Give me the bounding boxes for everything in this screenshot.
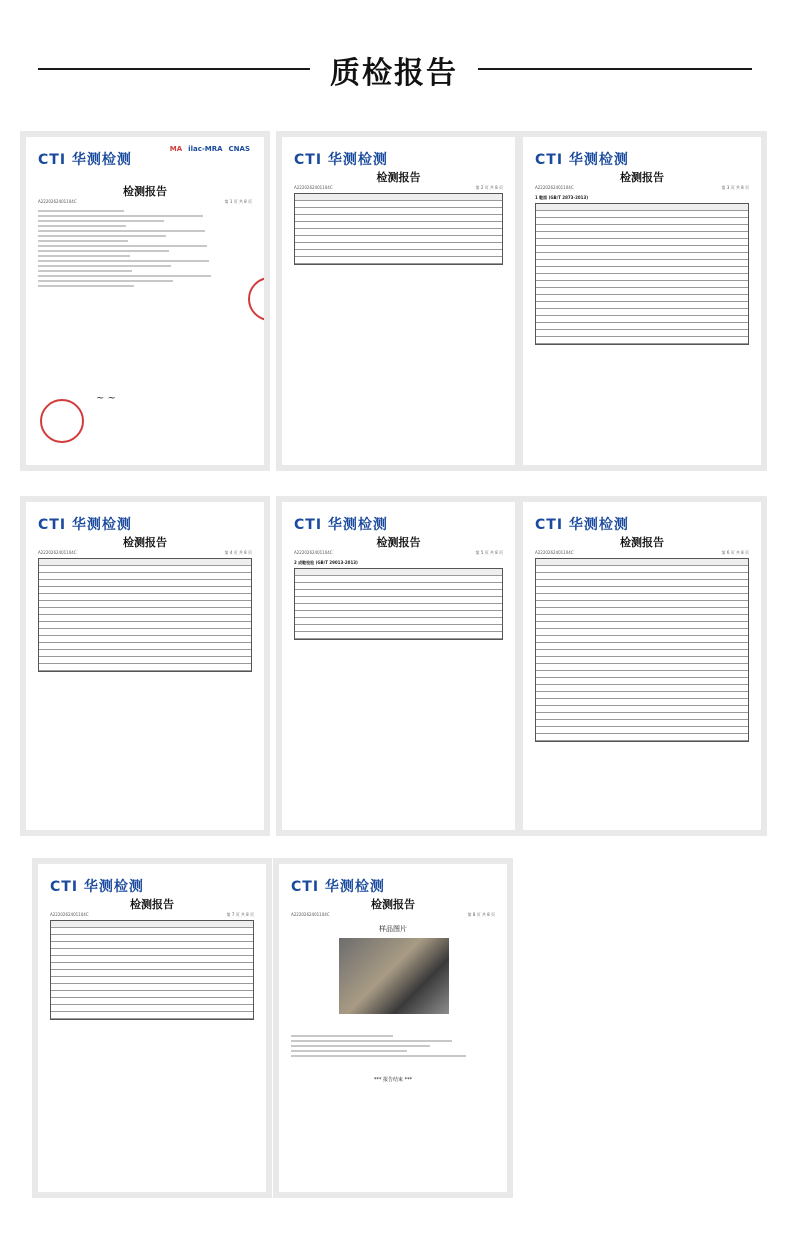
page-label: 第 2 页 共 8 页 [475,185,503,190]
title-divider-left [38,68,310,70]
table-row [51,984,253,991]
page-label: 第 8 页 共 8 页 [467,912,495,917]
table-row [536,253,748,260]
table-row [39,615,251,622]
table-row [536,295,748,302]
report-number: A2220262401104C [50,912,89,917]
report-page-6 [523,502,761,830]
table-row [536,692,748,699]
table-row [536,316,748,323]
table-row [295,208,502,215]
section-title: 质检报告 [330,56,458,91]
result-table [38,558,252,672]
result-table [294,193,503,265]
report-meta [38,199,252,205]
table-row [39,664,251,671]
report-page-4 [26,502,264,830]
page-label: 第 1 页 共 8 页 [224,199,252,204]
table-row [39,566,251,573]
table-row [39,580,251,587]
table-row [536,337,748,344]
brand-header [294,514,503,534]
table-row [536,239,748,246]
table-row [39,657,251,664]
table-row [536,204,748,211]
table-row [536,566,748,573]
notes-text [291,1032,495,1060]
page-label: 第 6 页 共 8 页 [721,550,749,555]
table-row [295,215,502,222]
report-page-1 [26,137,264,465]
section-heading: 1 鞋面 (GB/T 2873-2013) [535,195,589,200]
table-row [295,604,502,611]
table-row [295,590,502,597]
table-row [39,650,251,657]
report-title: 检测报告 [371,898,415,911]
table-row [295,625,502,632]
report-meta [535,550,749,556]
table-row [39,573,251,580]
report-meta [50,912,254,918]
accreditation-mark-3: CNAS [228,145,250,153]
report-end-mark: *** 报告结束 *** [373,1077,413,1083]
report-page-2 [282,137,515,465]
table-row [536,671,748,678]
table-row [536,629,748,636]
brand-logo: CTI [535,152,569,168]
result-table [50,920,254,1020]
brand-logo: CTI [38,152,72,168]
brand-logo: CTI [291,879,325,895]
table-row [536,720,748,727]
page-label: 第 4 页 共 8 页 [224,550,252,555]
table-row [39,601,251,608]
report-meta [291,912,495,918]
table-row [39,608,251,615]
table-row [536,267,748,274]
brand-name: 华测检测 [324,879,385,895]
table-row [295,229,502,236]
brand-header [50,876,254,896]
report-page-3 [523,137,761,465]
result-table [535,558,749,742]
table-row [295,632,502,639]
brand-name: 华测检测 [83,879,144,895]
table-row [39,622,251,629]
section-heading: 2 成鞋检验 (GB/T 29013-2013) [294,560,358,565]
brand-logo: CTI [50,879,84,895]
report-number: A2220262401104C [38,550,77,555]
table-row [536,727,748,734]
report-page-5 [282,502,515,830]
report-meta [294,550,503,556]
table-row [51,963,253,970]
table-row [295,618,502,625]
table-row [51,935,253,942]
brand-name: 华测检测 [568,517,629,533]
result-table [294,568,503,640]
table-row [536,587,748,594]
report-title: 检测报告 [130,898,174,911]
table-row [295,236,502,243]
table-row [536,232,748,239]
table-row [536,734,748,741]
table-row [536,615,748,622]
table-row [536,601,748,608]
table-row [536,678,748,685]
table-row [295,257,502,264]
table-row [295,201,502,208]
report-number: A2220262401104C [38,199,77,204]
table-row [51,956,253,963]
table-row [536,573,748,580]
accreditation-mark-2: ilac-MRA [188,145,223,153]
brand-header [535,149,749,169]
report-number: A2220262401104C [294,550,333,555]
brand-header [38,514,252,534]
brand-name: 华测检测 [71,517,132,533]
report-number: A2220262401104C [535,185,574,190]
table-row [536,622,748,629]
table-row [536,218,748,225]
table-row [39,559,251,566]
table-row [536,580,748,587]
table-row [51,928,253,935]
section-title-row [0,48,790,91]
table-row [536,657,748,664]
table-row [536,225,748,232]
table-row [536,636,748,643]
table-row [536,650,748,657]
table-row [536,302,748,309]
brand-logo: CTI [38,517,72,533]
result-table [535,203,749,345]
page-label: 第 7 页 共 8 页 [226,912,254,917]
brand-name: 华测检测 [71,152,132,168]
table-row [295,194,502,201]
table-row [51,949,253,956]
table-row [295,569,502,576]
table-row [295,611,502,618]
table-row [295,222,502,229]
report-title: 检测报告 [620,536,664,549]
table-row [536,246,748,253]
table-row [51,977,253,984]
report-number: A2220262401104C [291,912,330,917]
table-row [295,583,502,590]
brand-name: 华测检测 [327,517,388,533]
table-row [51,991,253,998]
table-row [536,288,748,295]
table-row [536,559,748,566]
report-body-text [38,207,252,290]
table-row [295,250,502,257]
sample-photo [339,938,449,1014]
table-row [51,1012,253,1019]
table-row [536,211,748,218]
accreditation-logos [170,145,250,153]
table-row [536,685,748,692]
table-row [536,260,748,267]
report-page-7 [38,864,266,1192]
table-row [536,323,748,330]
table-row [536,330,748,337]
table-row [51,970,253,977]
report-page-8 [279,864,507,1192]
brand-logo: CTI [294,152,328,168]
sample-caption: 样品图片 [379,925,407,933]
table-row [51,998,253,1005]
table-row [39,587,251,594]
page-label: 第 5 页 共 8 页 [475,550,503,555]
brand-header [294,149,503,169]
table-row [536,309,748,316]
report-title: 检测报告 [123,536,167,549]
report-meta [38,550,252,556]
report-title: 检测报告 [620,171,664,184]
table-row [536,713,748,720]
brand-logo: CTI [294,517,328,533]
table-row [51,1005,253,1012]
report-meta [294,185,503,191]
table-row [536,274,748,281]
report-title: 检测报告 [123,185,167,198]
table-row [295,576,502,583]
table-row [51,921,253,928]
table-row [536,594,748,601]
brand-logo: CTI [535,517,569,533]
table-row [39,594,251,601]
report-meta [535,185,749,191]
table-row [39,636,251,643]
table-row [536,706,748,713]
red-stamp-icon [40,399,84,443]
table-row [51,942,253,949]
table-row [295,597,502,604]
table-row [536,699,748,706]
report-number: A2220262401104C [294,185,333,190]
brand-name: 华测检测 [568,152,629,168]
table-row [39,643,251,650]
table-row [536,281,748,288]
table-row [39,629,251,636]
accreditation-mark-1: MA [169,145,183,153]
table-row [536,643,748,650]
signature-image: ~ ~ [96,393,116,404]
brand-header [535,514,749,534]
page-label: 第 3 页 共 8 页 [721,185,749,190]
brand-header [291,876,495,896]
report-title: 检测报告 [376,536,421,549]
table-row [295,243,502,250]
table-row [536,608,748,615]
report-title: 检测报告 [376,171,421,184]
table-row [536,664,748,671]
report-number: A2220262401104C [535,550,574,555]
title-divider-right [478,68,752,70]
brand-name: 华测检测 [327,152,388,168]
